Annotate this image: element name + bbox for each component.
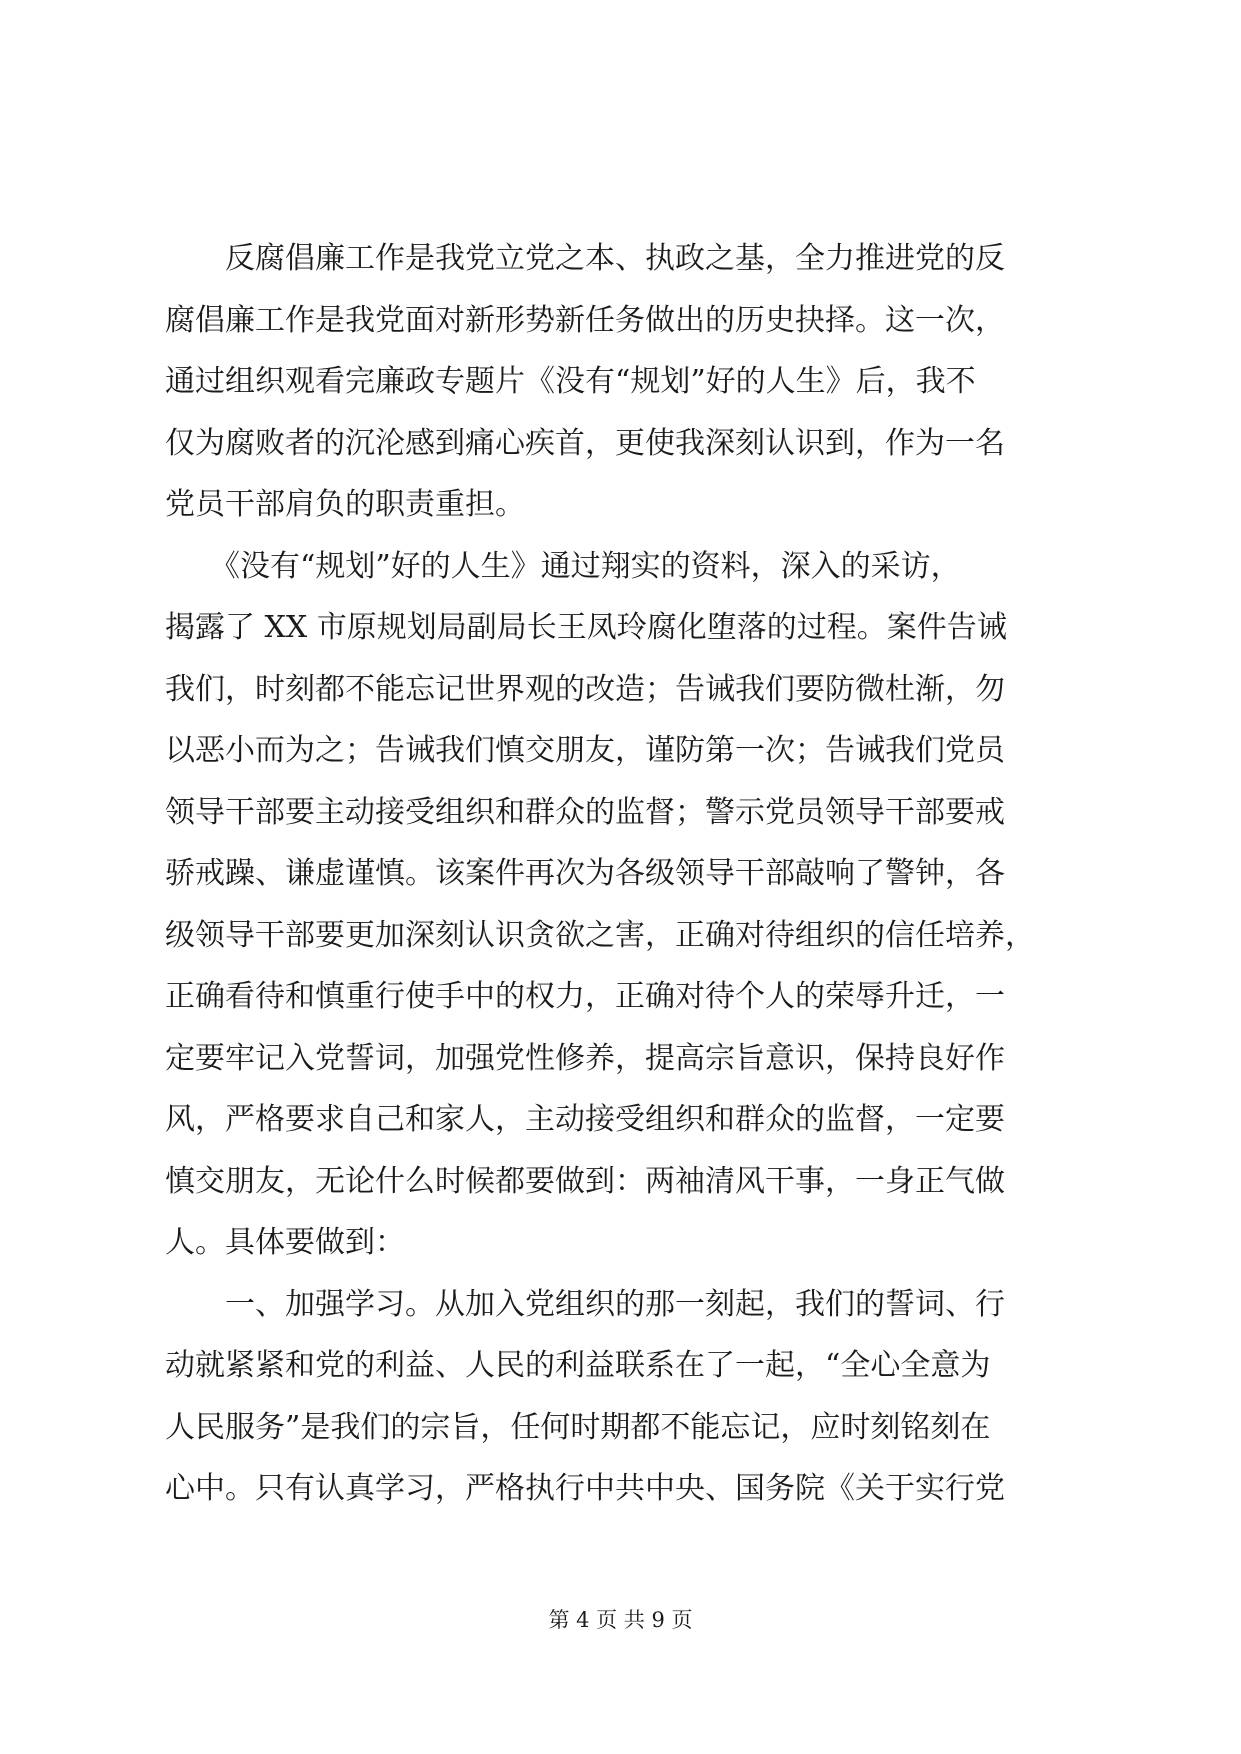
text-line: 慎交朋友，无论什么时候都要做到：两袖清风干事，一身正气做 [165,1163,1005,1199]
text-line: 定要牢记入党誓词，加强党性修养，提高宗旨意识，保持良好作 [165,1040,1005,1076]
text-line: 《没有“规划”好的人生》通过翔实的资料，深入的采访， [165,548,961,584]
text-line: 反腐倡廉工作是我党立党之本、执政之基，全力推进党的反 [165,241,1005,276]
text-line: 心中。只有认真学习，严格执行中共中央、国务院《关于实行党 [165,1471,1005,1506]
text-line: 领导干部要主动接受组织和群众的监督；警示党员领导干部要戒 [165,794,1005,830]
text-line: 一、加强学习。从加入党组织的那一刻起，我们的誓词、行 [165,1286,1005,1322]
text-line: 风，严格要求自己和家人，主动接受组织和群众的监督，一定要 [165,1102,1005,1137]
text-line: 仅为腐败者的沉沦感到痛心疾首，更使我深刻认识到，作为一名 [165,425,1005,461]
document-body [165,228,1083,1520]
text-line: 人民服务”是我们的宗旨，任何时期都不能忘记，应时刻铭刻在 [165,1409,991,1445]
text-line: 通过组织观看完廉政专题片《没有“规划”好的人生》后，我不 [165,364,976,399]
page-footer: 第 4 页 共 9 页 [548,1608,693,1632]
text-line: 骄戒躁、谦虚谨慎。该案件再次为各级领导干部敲响了警钟，各 [165,856,1005,891]
text-line: 揭露了 XX 市原规划局副局长王凤玲腐化堕落的过程。案件告诫 [165,610,1007,645]
text-line: 人。具体要做到： [165,1225,405,1260]
text-line: 动就紧紧和党的利益、人民的利益联系在了一起，“全心全意为 [165,1348,991,1383]
text-line: 以恶小而为之；告诫我们慎交朋友，谨防第一次；告诫我们党员 [165,733,1005,768]
text-line: 级领导干部要更加深刻认识贪欲之害，正确对待组织的信任培养， [165,917,1035,953]
text-line: 我们，时刻都不能忘记世界观的改造；告诫我们要防微杜渐，勿 [165,671,1005,707]
text-line: 正确看待和慎重行使手中的权力，正确对待个人的荣辱升迁，一 [165,979,1005,1014]
text-line: 党员干部肩负的职责重担。 [165,487,525,522]
text-line: 腐倡廉工作是我党面对新形势新任务做出的历史抉择。这一次， [165,302,1005,338]
